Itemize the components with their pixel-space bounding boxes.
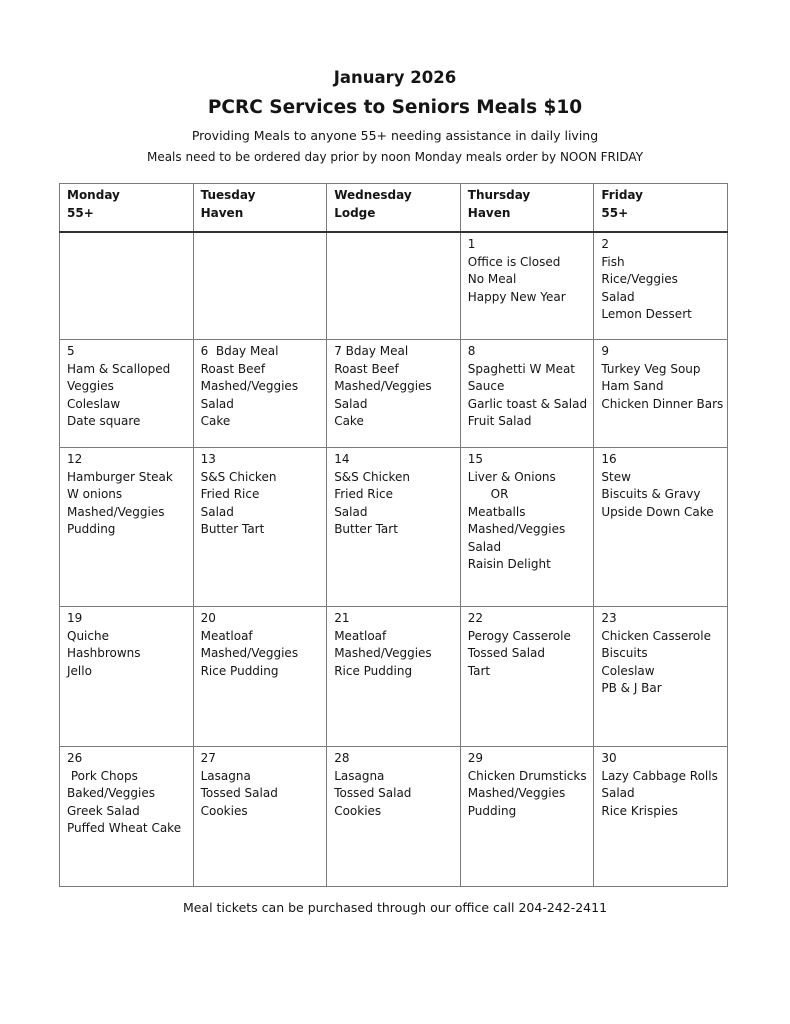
menu-item: Puffed Wheat Cake xyxy=(67,821,182,835)
day-number: 20 xyxy=(200,611,216,625)
empty-day-cell xyxy=(60,232,194,340)
menu-item: Fried Rice xyxy=(334,487,393,501)
day-cell xyxy=(60,747,194,887)
menu-item: Perogy Casserole xyxy=(467,628,571,643)
menu-item: Biscuits & Gravy xyxy=(601,487,701,501)
menu-item: Hashbrowns xyxy=(67,646,141,660)
column-location-label: Haven xyxy=(200,205,244,220)
menu-item: Chicken Casserole xyxy=(601,628,711,643)
empty-day-cell xyxy=(327,232,461,340)
day-cell xyxy=(594,448,728,607)
menu-item: S&S Chicken xyxy=(200,469,277,484)
menu-item: Butter Tart xyxy=(334,522,398,536)
menu-item: Spaghetti W Meat xyxy=(467,361,576,376)
menu-item: PB & J Bar xyxy=(601,681,662,695)
menu-item: Fish xyxy=(601,254,625,269)
week-row xyxy=(60,340,728,448)
day-number: 12 xyxy=(67,452,83,466)
week-row xyxy=(60,607,728,747)
day-cell xyxy=(460,448,594,607)
menu-item: W onions xyxy=(67,487,123,501)
calendar-body xyxy=(60,232,728,887)
menu-item: Liver & Onions xyxy=(467,469,556,484)
menu-item: Stew xyxy=(601,469,631,484)
day-cell xyxy=(60,448,194,607)
menu-item: Tossed Salad xyxy=(200,786,278,800)
menu-item: No Meal xyxy=(467,272,517,286)
empty-day-cell xyxy=(193,232,327,340)
menu-item: Pork Chops xyxy=(67,768,138,783)
menu-item: Cookies xyxy=(200,803,248,818)
day-cell xyxy=(594,747,728,887)
day-cell xyxy=(327,747,461,887)
menu-item: Meatloaf xyxy=(200,628,253,643)
menu-item: Baked/Veggies xyxy=(67,786,156,800)
menu-item: Turkey Veg Soup xyxy=(601,361,701,376)
day-cell xyxy=(193,607,327,747)
menu-item: Coleslaw xyxy=(601,663,655,678)
column-day-label: Tuesday xyxy=(200,188,256,202)
menu-item: Quiche xyxy=(67,628,109,643)
menu-item: Mashed/Veggies xyxy=(200,379,299,393)
column-location-label: 55+ xyxy=(601,205,629,220)
menu-item: Fruit Salad xyxy=(467,414,532,428)
day-cell xyxy=(327,607,461,747)
day-number: 19 xyxy=(67,611,83,625)
menu-item: Hamburger Steak xyxy=(67,469,173,484)
menu-item: Salad xyxy=(601,289,635,304)
day-cell xyxy=(460,607,594,747)
day-number: 27 xyxy=(200,751,216,765)
week-row xyxy=(60,448,728,607)
menu-item: Rice Pudding xyxy=(200,663,279,678)
column-header-monday xyxy=(60,184,194,233)
column-header-thursday xyxy=(460,184,594,233)
menu-item: Ham & Scalloped xyxy=(67,361,171,376)
day-number: 29 xyxy=(467,751,484,765)
day-number: 15 xyxy=(467,452,484,466)
column-location-label: Haven xyxy=(467,205,511,220)
menu-item: Pudding xyxy=(467,803,517,818)
day-cell xyxy=(460,340,594,448)
day-cell xyxy=(60,607,194,747)
menu-item: Jello xyxy=(67,663,92,678)
menu-item: Mashed/Veggies xyxy=(200,646,299,660)
day-number: 1 xyxy=(467,237,476,251)
menu-item: Lasagna xyxy=(200,768,251,783)
column-header-friday xyxy=(594,184,728,233)
column-location-label: Lodge xyxy=(334,205,376,220)
menu-item: Meatballs xyxy=(467,504,526,519)
day-cell xyxy=(594,607,728,747)
menu-item: Chicken Drumsticks xyxy=(467,768,587,783)
order-note: Meals need to be ordered day prior by noon Monday meals order by NOON FRIDAY xyxy=(146,150,644,164)
column-day-label: Friday xyxy=(601,188,643,202)
day-cell xyxy=(594,340,728,448)
menu-item: Mashed/Veggies xyxy=(334,379,432,393)
day-number: 5 xyxy=(67,344,75,358)
day-cell xyxy=(327,340,461,448)
menu-item: Raisin Delight xyxy=(467,557,551,571)
day-number: 26 xyxy=(67,751,83,765)
menu-item: Tart xyxy=(467,663,491,678)
day-cell xyxy=(460,232,594,340)
column-location-label: 55+ xyxy=(67,205,94,220)
menu-item: S&S Chicken xyxy=(334,469,411,484)
menu-item: Veggies xyxy=(67,379,114,393)
page-title: PCRC Services to Seniors Meals $10 xyxy=(207,97,583,118)
day-number: 8 xyxy=(467,344,476,358)
day-cell xyxy=(193,340,327,448)
column-day-label: Monday xyxy=(67,188,120,202)
column-header-tuesday xyxy=(193,184,327,233)
menu-item: Lemon Dessert xyxy=(601,307,692,321)
menu-item: Ham Sand xyxy=(601,379,664,393)
menu-item: Meatloaf xyxy=(334,628,387,643)
day-cell xyxy=(193,747,327,887)
day-number: 14 xyxy=(334,452,350,466)
day-number: 30 xyxy=(601,751,617,765)
menu-item: Sauce xyxy=(467,379,505,393)
menu-item: Tossed Salad xyxy=(467,646,546,660)
day-number: 16 xyxy=(601,452,617,466)
menu-item: Rice Krispies xyxy=(601,803,678,818)
day-number: 6 Bday Meal xyxy=(200,344,279,358)
footer-note: Meal tickets can be purchased through our office call 204-242-2411 xyxy=(182,900,608,915)
menu-item: Pudding xyxy=(67,522,116,536)
day-number: 28 xyxy=(334,751,350,765)
weekday-header-row xyxy=(60,184,728,233)
day-cell xyxy=(193,448,327,607)
day-number: 22 xyxy=(467,611,484,625)
column-header-wednesday xyxy=(327,184,461,233)
menu-item: OR xyxy=(467,487,509,501)
menu-item: Mashed/Veggies xyxy=(67,504,165,519)
menu-item: Mashed/Veggies xyxy=(334,646,432,660)
menu-item: Cake xyxy=(200,414,231,428)
day-number: 21 xyxy=(334,611,350,625)
menu-item: Salad xyxy=(200,504,234,519)
day-cell xyxy=(594,232,728,340)
menu-item: Rice Pudding xyxy=(334,663,413,678)
day-number: 23 xyxy=(601,611,617,625)
day-number: 7 Bday Meal xyxy=(334,344,409,358)
day-cell xyxy=(327,448,461,607)
menu-item: Lazy Cabbage Rolls xyxy=(601,768,718,783)
week-row xyxy=(60,747,728,887)
menu-item: Salad xyxy=(200,396,234,411)
menu-item: Salad xyxy=(334,396,368,411)
menu-item: Butter Tart xyxy=(200,522,265,536)
week-row xyxy=(60,232,728,340)
subtitle: Providing Meals to anyone 55+ needing assistance in daily living xyxy=(191,128,599,143)
menu-item: Mashed/Veggies xyxy=(467,522,566,536)
column-day-label: Thursday xyxy=(467,188,531,202)
menu-item: Happy New Year xyxy=(467,289,566,304)
menu-item: Tossed Salad xyxy=(334,786,412,800)
day-cell xyxy=(60,340,194,448)
day-cell xyxy=(460,747,594,887)
menu-item: Date square xyxy=(67,414,141,428)
menu-item: Roast Beef xyxy=(334,361,399,376)
menu-item: Chicken Dinner Bars xyxy=(601,396,724,411)
meal-calendar-table xyxy=(59,183,728,887)
menu-item: Garlic toast & Salad xyxy=(467,396,588,411)
month-title: January 2026 xyxy=(333,68,457,87)
menu-item: Roast Beef xyxy=(200,361,266,376)
menu-item: Lasagna xyxy=(334,768,385,783)
menu-item: Salad xyxy=(334,504,368,519)
day-number: 2 xyxy=(601,237,610,251)
menu-item: Biscuits xyxy=(601,646,648,660)
menu-item: Cookies xyxy=(334,803,382,818)
day-number: 13 xyxy=(200,452,216,466)
menu-item: Rice/Veggies xyxy=(601,272,678,286)
day-number: 9 xyxy=(601,344,610,358)
menu-item: Fried Rice xyxy=(200,487,260,501)
menu-item: Greek Salad xyxy=(67,803,140,818)
menu-item: Mashed/Veggies xyxy=(467,786,566,800)
column-day-label: Wednesday xyxy=(334,188,412,202)
menu-item: Office is Closed xyxy=(467,254,561,269)
menu-item: Salad xyxy=(467,539,502,554)
menu-item: Cake xyxy=(334,414,364,428)
menu-item: Salad xyxy=(601,786,635,800)
menu-item: Upside Down Cake xyxy=(601,504,714,519)
menu-item: Coleslaw xyxy=(67,396,121,411)
